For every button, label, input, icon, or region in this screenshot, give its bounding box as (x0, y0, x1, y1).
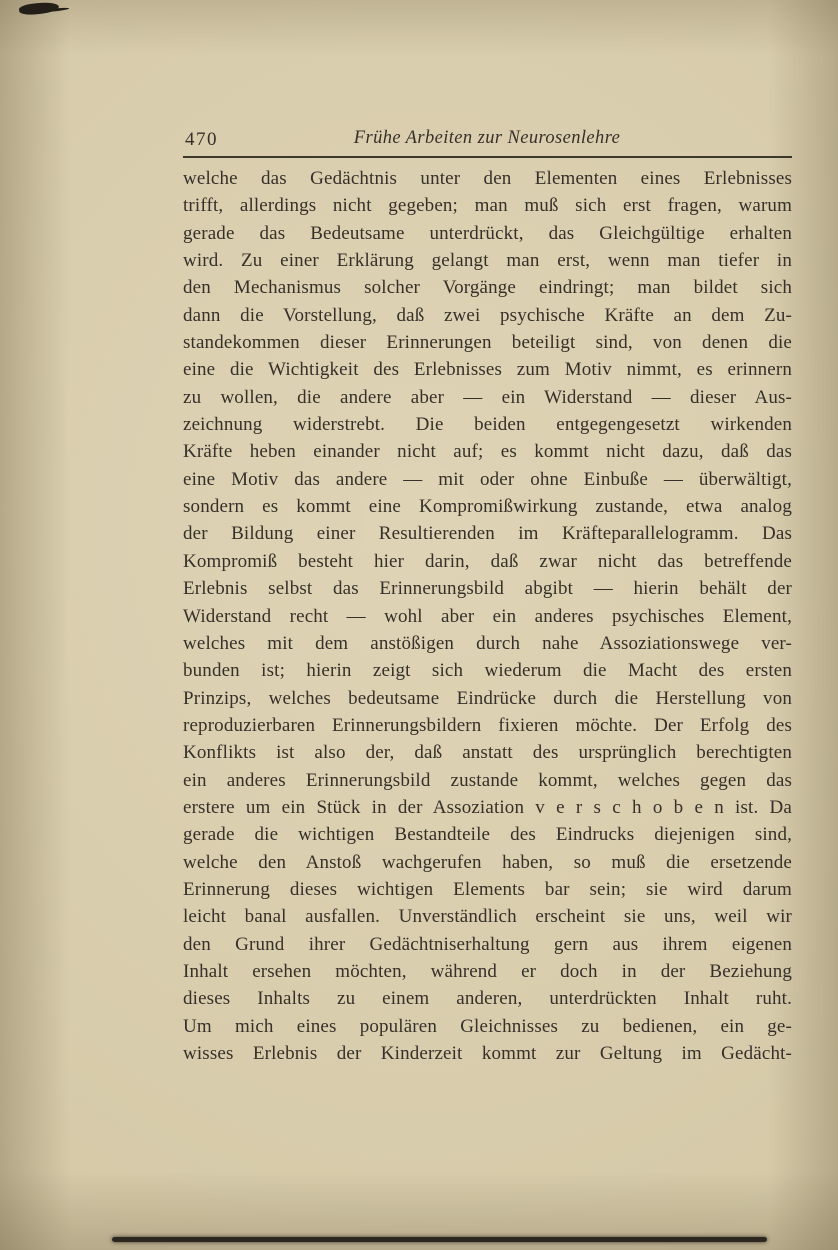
running-title: Frühe Arbeiten zur Neurosenlehre (353, 128, 621, 148)
text-line: ein anderes Erinnerungsbild zustande kommt, welches gegen das (183, 769, 792, 791)
text-line: Kräfte heben einander nicht auf; es kommt nicht dazu, daß das (183, 441, 792, 463)
text-line: zeichnung widerstrebt. Die beiden entgegengesetzt wirkenden (183, 414, 792, 436)
text-line: leicht banal ausfallen. Unverständlich erscheint sie uns, weil wir (183, 906, 792, 928)
scan-artifact-top-left (19, 1, 60, 16)
text-line: Konflikts ist also der, daß anstatt des ursprünglich berechtigten (183, 742, 792, 764)
text-line: eine die Wichtigkeit des Erlebnisses zum Motiv nimmt, es erinnern (183, 359, 792, 381)
text-line: wird. Zu einer Erklärung gelangt man erst, wenn man tiefer in (183, 250, 792, 272)
page-number: 470 (185, 129, 218, 150)
text-line: Um mich eines populären Gleichnisses zu bedienen, ein ge- (183, 1015, 792, 1037)
text-line: den Grund ihrer Gedächtniserhaltung gern aus ihrem eigenen (183, 933, 792, 955)
text-line: den Mechanismus solcher Vorgänge eindringt; man bildet sich (183, 277, 792, 299)
text-line: Inhalt ersehen möchten, während er doch in der Beziehung (183, 960, 792, 982)
text-line: sondern es kommt eine Kompromißwirkung zustande, etwa analog (183, 496, 792, 518)
text-line: welche den Anstoß wachgerufen haben, so muß die ersetzende (183, 851, 792, 873)
text-line: zu wollen, die andere aber — ein Widerstand — dieser Aus- (183, 386, 792, 408)
text-line: eine Motiv das andere — mit oder ohne Einbuße — überwältigt, (183, 468, 792, 490)
header-rule (183, 156, 792, 158)
text-line: dieses Inhalts zu einem anderen, unterdrückten Inhalt ruht. (183, 988, 792, 1010)
text-line: welche das Gedächtnis unter den Elementen eines Erlebnisses (183, 168, 792, 189)
text-line: der Bildung einer Resultierenden im Kräfteparallelogramm. Das (183, 523, 792, 545)
text-line: Erinnerung dieses wichtigen Elements bar sein; sie wird darum (183, 878, 792, 900)
text-line: reproduzierbaren Erinnerungsbildern fixieren möchte. Der Erfolg des (183, 714, 792, 736)
text-line: welches mit dem anstößigen durch nahe Assoziationswege ver- (183, 632, 792, 654)
page-header (183, 128, 791, 154)
scan-artifact-bottom-line (112, 1237, 767, 1242)
text-line: Widerstand recht — wohl aber ein anderes psychisches Element, (183, 605, 792, 627)
text-line: erstere um ein Stück in der Assoziation v e r s c h o b e n ist. Da (183, 796, 792, 818)
text-line: gerade die wichtigen Bestandteile des Eindrucks diejenigen sind, (183, 824, 792, 846)
text-line: Kompromiß besteht hier darin, daß zwar nicht das betreffende (183, 550, 792, 572)
text-line: gerade das Bedeutsame unterdrückt, das Gleichgültige erhalten (183, 222, 792, 244)
body-text (183, 165, 792, 1067)
text-line: wisses Erlebnis der Kinderzeit kommt zur Geltung im Gedächt- (183, 1043, 792, 1064)
text-line: trifft, allerdings nicht gegeben; man muß sich erst fragen, warum (183, 195, 792, 217)
text-line: dann die Vorstellung, daß zwei psychische Kräfte an dem Zu- (183, 304, 792, 326)
text-line: bunden ist; hierin zeigt sich wiederum die Macht des ersten (183, 660, 792, 682)
text-line: standekommen dieser Erinnerungen beteiligt sind, von denen die (183, 332, 792, 354)
text-line: Erlebnis selbst das Erinnerungsbild abgibt — hierin behält der (183, 578, 792, 600)
text-line: Prinzips, welches bedeutsame Eindrücke durch die Herstellung von (183, 687, 792, 709)
